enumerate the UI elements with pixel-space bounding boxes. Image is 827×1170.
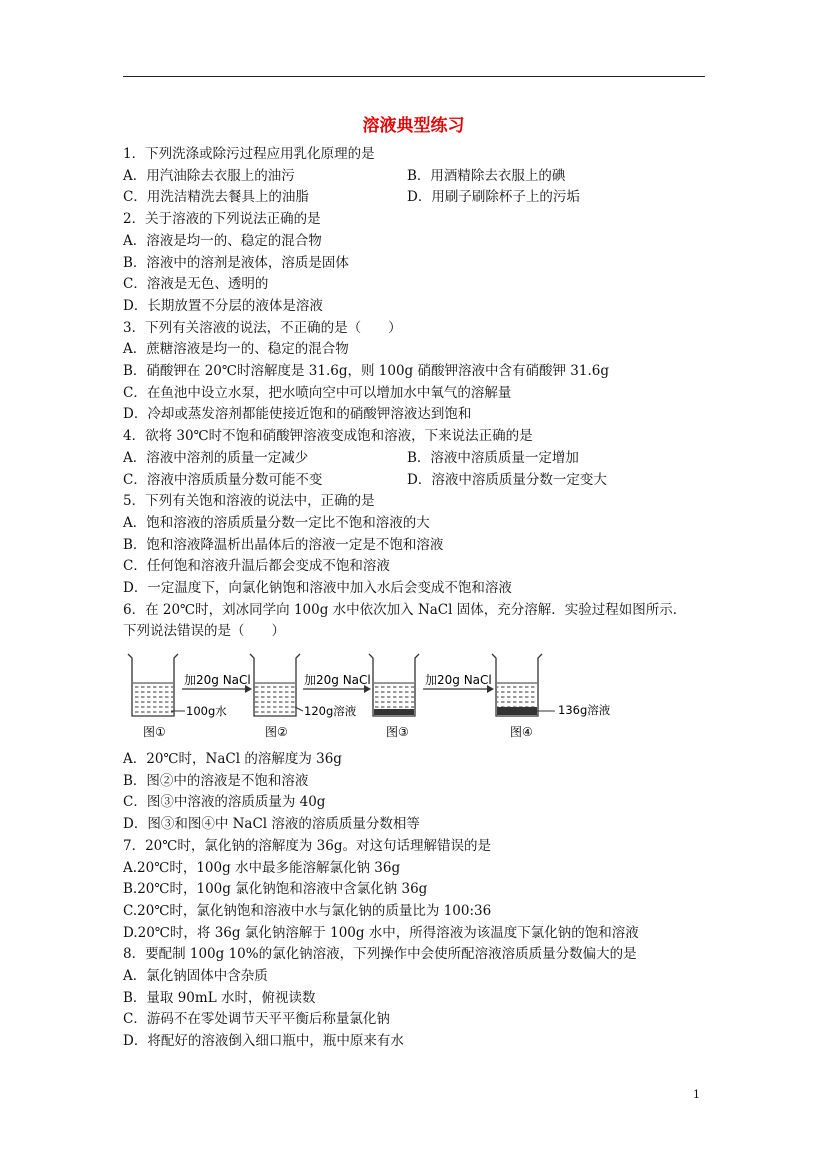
line-text: B．饱和溶液降温析出晶体后的溶液一定是不饱和溶液 xyxy=(123,536,444,553)
line-text: B．溶液中的溶剂是液体，溶质是固体 xyxy=(123,254,349,271)
caption-1: 图① xyxy=(143,725,166,739)
text-line xyxy=(123,275,268,293)
arrow-label-1: 加20g NaCl xyxy=(184,673,251,687)
text-line xyxy=(123,837,491,855)
line-text: C．在鱼池中设立水泵，把水喷向空中可以增加水中氧气的溶解量 xyxy=(123,384,512,401)
text-line xyxy=(123,427,533,445)
text-line xyxy=(123,622,285,640)
text-line xyxy=(123,340,349,358)
page-title: 溶液典型练习 xyxy=(362,116,465,136)
line-text: A．饱和溶液的溶质质量分数一定比不饱和溶液的大 xyxy=(123,514,430,531)
text-line xyxy=(123,471,607,489)
text-line xyxy=(123,924,639,942)
line-text: 7．20℃时，氯化钠的溶解度为 36g。对这句话理解错误的是 xyxy=(123,837,491,854)
line-text: D．冷却或蒸发溶剂都能使接近饱和的硝酸钾溶液达到饱和 xyxy=(123,406,472,423)
text-line xyxy=(123,945,637,963)
page-number: 1 xyxy=(693,1088,700,1101)
line-text: 8．要配制 100g 10%的氯化钠溶液，下列操作中会使所配溶液溶质质量分数偏大的是 xyxy=(123,946,637,963)
text-line xyxy=(123,297,323,315)
text-line xyxy=(123,536,443,554)
text-line xyxy=(123,772,308,790)
line-text: D．长期放置不分层的液体是溶液 xyxy=(123,297,323,314)
experiment-figure xyxy=(123,645,643,745)
beaker-2 xyxy=(250,654,300,716)
text-line xyxy=(123,967,268,985)
line-text: C.20℃时，氯化钠饱和溶液中水与氯化钠的质量比为 100:36 xyxy=(123,902,492,919)
text-line xyxy=(123,557,390,575)
line-text: 下列说法错误的是（ ） xyxy=(123,623,285,640)
text-line xyxy=(123,859,400,877)
line-text: C．溶液是无色、透明的 xyxy=(123,276,269,293)
caption-3: 图③ xyxy=(386,725,409,739)
text-line xyxy=(123,793,325,811)
text-line xyxy=(123,145,375,163)
beaker-1 xyxy=(128,654,178,716)
line-text: D．一定温度下，向氯化钠饱和溶液中加入水后会变成不饱和溶液 xyxy=(123,580,512,596)
text-line xyxy=(123,362,609,380)
text-line xyxy=(123,449,579,467)
line-text: 2．关于溶液的下列说法正确的是 xyxy=(123,211,321,228)
line-text-col2: D．溶液中溶质质量分数一定变大 xyxy=(407,471,607,488)
text-line xyxy=(123,989,315,1007)
text-line xyxy=(123,384,511,402)
caption-2: 图② xyxy=(265,725,288,739)
line-text: C．溶液中溶质质量分数可能不变 xyxy=(123,471,323,488)
text-line xyxy=(123,167,566,185)
line-text: 4．欲将 30℃时不饱和硝酸钾溶液变成饱和溶液，下来说法正确的是 xyxy=(123,428,533,445)
text-line xyxy=(123,579,512,597)
line-text: C．任何饱和溶液升温后都会变成不饱和溶液 xyxy=(123,558,390,575)
text-line xyxy=(123,254,349,272)
line-text: B.20℃时，100g 氯化钠饱和溶液中含氯化钠 36g xyxy=(123,881,428,898)
line-text-col2: B．溶液中溶质质量一定增加 xyxy=(407,449,579,466)
line-text: 5．下列有关饱和溶液的说法中，正确的是 xyxy=(123,493,375,510)
arrow-label-3: 加20g NaCl xyxy=(425,673,492,687)
line-text: A．氯化钠固体中含杂质 xyxy=(123,968,268,984)
line-text: D．图③和图④中 NaCl 溶液的溶质质量分数相等 xyxy=(123,816,420,833)
beaker-4 xyxy=(492,654,542,716)
caption-4: 图④ xyxy=(510,725,533,739)
text-line xyxy=(123,188,580,206)
beaker-label-1: 100g水 xyxy=(186,704,227,718)
text-line xyxy=(123,405,471,423)
line-text: C．图③中溶液的溶质质量为 40g xyxy=(123,794,326,811)
line-text: 3．下列有关溶液的说法，不正确的是（ ） xyxy=(123,319,402,336)
text-line xyxy=(123,232,322,250)
line-text: 6．在 20℃时，刘冰同学向 100g 水中依次加入 NaCl 固体，充分溶解．实验过程如图所示． xyxy=(123,601,687,618)
line-text: C．用洗洁精洗去餐具上的油脂 xyxy=(123,189,309,206)
text-line xyxy=(123,601,686,619)
text-line xyxy=(123,902,491,920)
text-line xyxy=(123,210,321,228)
line-text: A．蔗糖溶液是均一的、稳定的混合物 xyxy=(123,341,349,358)
beaker-3 xyxy=(369,654,419,716)
text-line xyxy=(123,750,342,768)
line-text: B．图②中的溶液是不饱和溶液 xyxy=(123,772,309,789)
line-text: A．用汽油除去衣服上的油污 xyxy=(123,167,295,184)
line-text: 1．下列洗涤或除污过程应用乳化原理的是 xyxy=(123,146,375,162)
line-text: A.20℃时，100g 水中最多能溶解氯化钠 36g xyxy=(123,859,401,876)
text-line xyxy=(123,1032,404,1050)
line-text: D．将配好的溶液倒入细口瓶中，瓶中原来有水 xyxy=(123,1033,404,1050)
arrow-label-2: 加20g NaCl xyxy=(304,673,371,687)
text-line xyxy=(123,514,430,532)
line-text: B．硝酸钾在 20℃时溶解度是 31.6g，则 100g 硝酸钾溶液中含有硝酸钾 31.6g xyxy=(123,363,609,379)
line-text: A．溶液是均一的、稳定的混合物 xyxy=(123,232,322,249)
text-line xyxy=(123,880,427,898)
beaker-label-3: 136g溶液 xyxy=(558,703,611,717)
line-text-col2: B．用酒精除去衣服上的碘 xyxy=(407,167,566,184)
text-line xyxy=(123,319,402,337)
text-line xyxy=(123,815,420,833)
line-text: B．量取 90mL 水时，俯视读数 xyxy=(123,989,316,1006)
line-text: A．20℃时，NaCl 的溶解度为 36g xyxy=(123,751,342,767)
line-text-col2: D．用刷子刷除杯子上的污垢 xyxy=(407,189,580,206)
header-rule xyxy=(123,76,705,77)
beaker-label-2: 120g溶液 xyxy=(304,704,357,718)
line-text: A．溶液中溶剂的质量一定减少 xyxy=(123,449,309,466)
line-text: C．游码不在零处调节天平平衡后称量氯化钠 xyxy=(123,1011,390,1028)
text-line xyxy=(123,1010,390,1028)
text-line xyxy=(123,492,375,510)
line-text: D.20℃时，将 36g 氯化钠溶解于 100g 水中，所得溶液为该温度下氯化钠的饱和溶液 xyxy=(123,924,639,941)
